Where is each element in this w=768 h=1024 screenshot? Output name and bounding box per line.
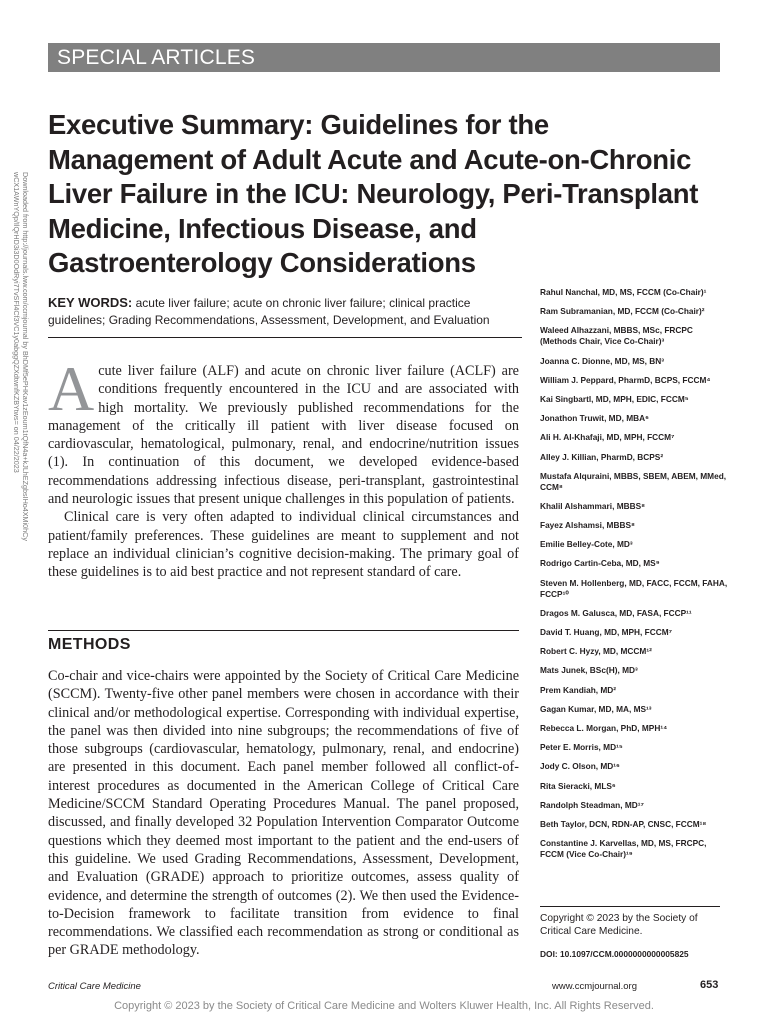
- download-notice-line-2: wCX1AWnYQp/IlQrHD3i3D0OdRyi7TvSFl4Cf3VC1y0abggQZXdtwnfKZBYtws= on 04/22/2023: [12, 172, 21, 473]
- keywords: [48, 294, 522, 329]
- author-entry: Ram Subramanian, MD, FCCM (Co-Chair)²: [540, 306, 705, 317]
- author-entry: Jody C. Olson, MD¹⁶: [540, 761, 620, 772]
- keywords-label: KEY WORDS:: [48, 295, 133, 310]
- author-entry: Khalil Alshammari, MBBS⁸: [540, 500, 646, 511]
- keywords-text: acute liver failure; acute on chronic liver failure; clinical practice guidelines; Grading Recommendations, Assessment, Development, and Evaluation: [48, 296, 490, 327]
- author-entry: Joanna C. Dionne, MD, MS, BN³: [540, 355, 664, 366]
- author-entry: Robert C. Hyzy, MD, MCCM¹²: [540, 646, 652, 657]
- section-banner: SPECIAL ARTICLES: [48, 43, 720, 72]
- footer-journal-url[interactable]: www.ccmjournal.org: [552, 981, 637, 992]
- author-entry: William J. Peppard, PharmD, BCPS, FCCM⁴: [540, 374, 711, 385]
- article-title: Executive Summary: Guidelines for the Management of Adult Acute and Acute-on-Chronic Liver Failure in the ICU: Neurology, Peri-Transplant Medicine, Infectious Disease, and Gastroenterology Considerations: [48, 109, 699, 278]
- author-entry: Rahul Nanchal, MD, MS, FCCM (Co-Chair)¹: [540, 287, 707, 297]
- author-entry: Rodrigo Cartin-Ceba, MD, MS⁹: [540, 558, 660, 569]
- doi: [540, 949, 689, 959]
- copyright-notice: Copyright © 2023 by the Society of Critical Care Medicine and Wolters Kluwer Health, Inc. All Rights Reserved.: [114, 1000, 654, 1012]
- drop-cap: A: [48, 353, 95, 424]
- page-number: 653: [700, 979, 719, 991]
- methods-section: [48, 667, 519, 960]
- author-entry: Rebecca L. Morgan, PhD, MPH¹⁴: [540, 722, 668, 733]
- intro-paragraph-1: [48, 353, 519, 508]
- author-entry: Fayez Alshamsi, MBBS⁸: [540, 520, 635, 531]
- author-entry: Waleed Alhazzani, MBBS, MSc, FRCPC (Methods Chair, Vice Co-Chair)³: [540, 325, 693, 347]
- doi-label: DOI:: [540, 949, 558, 959]
- author-entry: Mats Junek, BSc(H), MD³: [540, 665, 638, 676]
- author-entry: Alley J. Killian, PharmD, BCPS²: [540, 451, 664, 462]
- methods-divider: [48, 630, 519, 631]
- author-entry: Mustafa Alquraini, MBBS, SBEM, ABEM, MMed, CCM⁸: [540, 470, 727, 492]
- footer-journal-name: Critical Care Medicine: [48, 981, 141, 992]
- author-entry: Rita Sieracki, MLS⁶: [540, 780, 616, 791]
- author-entry: Prem Kandiah, MD²: [540, 684, 617, 695]
- intro-section: [48, 353, 519, 582]
- author-list: [540, 287, 730, 868]
- author-entry: Gagan Kumar, MD, MA, MS¹³: [540, 703, 652, 714]
- author-entry: Peter E. Morris, MD¹⁵: [540, 742, 623, 753]
- download-notice-line-1: Downloaded from http://journals.lww.com/ccmjournal by BhDMf5ePHKav1zEoum1tQfN4a+kJLhEZgbsIHo4XMi0hCy: [21, 172, 30, 541]
- author-entry: Ali H. Al-Khafaji, MD, MPH, FCCM⁷: [540, 432, 675, 443]
- doi-value[interactable]: 10.1097/CCM.0000000000005825: [560, 949, 689, 959]
- author-entry: Constantine J. Karvellas, MD, MS, FRCPC, FCCM (Vice Co-Chair)¹⁹: [540, 838, 707, 860]
- author-entry: Randolph Steadman, MD¹⁷: [540, 799, 644, 810]
- intro-paragraph-1-text: cute liver failure (ALF) and acute on chronic liver failure (ACLF) are conditions frequently encountered in the ICU and are associated with high mortality. We previously published recommendations for the management of the critically ill patient with liver disease focused on cardiovascular, hematological, pulmonary, renal, and endocrine/nutrition issues (1). In continuation of this document, we developed evidence-based recommendations addressing infectious disease, peri-transplant, gastrointestinal and neurologic issues that present unique challenges in this population of patients.: [48, 363, 519, 508]
- download-notice: [12, 172, 30, 622]
- methods-paragraph: Co-chair and vice-chairs were appointed by the Society of Critical Care Medicine (SCCM). Twenty-five other panel members were chosen in accordance with their clinical and/or methodological expertise. Corresponding with individual expertise, the panel was then divided into nine subgroups; the recommendations of five of those subgroups (cardiovascular, hematology, pulmonary, renal, and endocrine) are presented in this document. Each panel member followed all conflict-of-interest procedures as documented in the American College of Critical Care Medicine/SCCM Standard Operating Procedures Manual. The panel proposed, discussed, and finally developed 32 Population Intervention Comparator Outcome questions which they deemed most important to the patient and the end-users of this guideline. We used Grading Recommendations, Assessment, Development, and Evaluation (GRADE) approach to prioritize outcomes, assess quality of evidence, and determine the strength of outcomes (2). We then used the Evidence-to-Decision framework to facilitate transition from evidence to final recommendations. We classified each recommendation as strong or conditional as per GRADE methodology.: [48, 668, 519, 959]
- author-entry: Kai Singbartl, MD, MPH, EDIC, FCCM⁵: [540, 393, 689, 404]
- keywords-divider: [48, 337, 522, 338]
- author-entry: Jonathon Truwit, MD, MBA⁶: [540, 413, 649, 424]
- author-entry: Emilie Belley-Cote, MD³: [540, 539, 633, 550]
- author-entry: David T. Huang, MD, MPH, FCCM⁷: [540, 627, 673, 637]
- copyright-box: Copyright © 2023 by the Society of Critical Care Medicine.: [540, 906, 720, 938]
- author-entry: Steven M. Hollenberg, MD, FACC, FCCM, FAHA, FCCP¹⁰: [540, 577, 728, 599]
- intro-paragraph-2: Clinical care is very often adapted to individual clinical circumstances and patient/family preferences. These guidelines are meant to supplement and not replace an individual clinician’s cognitive decision-making. The primary goal of these guidelines is to aid best practice and not represent standard of care.: [48, 509, 519, 581]
- author-entry: Beth Taylor, DCN, RDN-AP, CNSC, FCCM¹⁸: [540, 818, 707, 829]
- methods-heading: METHODS: [48, 636, 131, 653]
- author-entry: Dragos M. Galusca, MD, FASA, FCCP¹¹: [540, 607, 692, 618]
